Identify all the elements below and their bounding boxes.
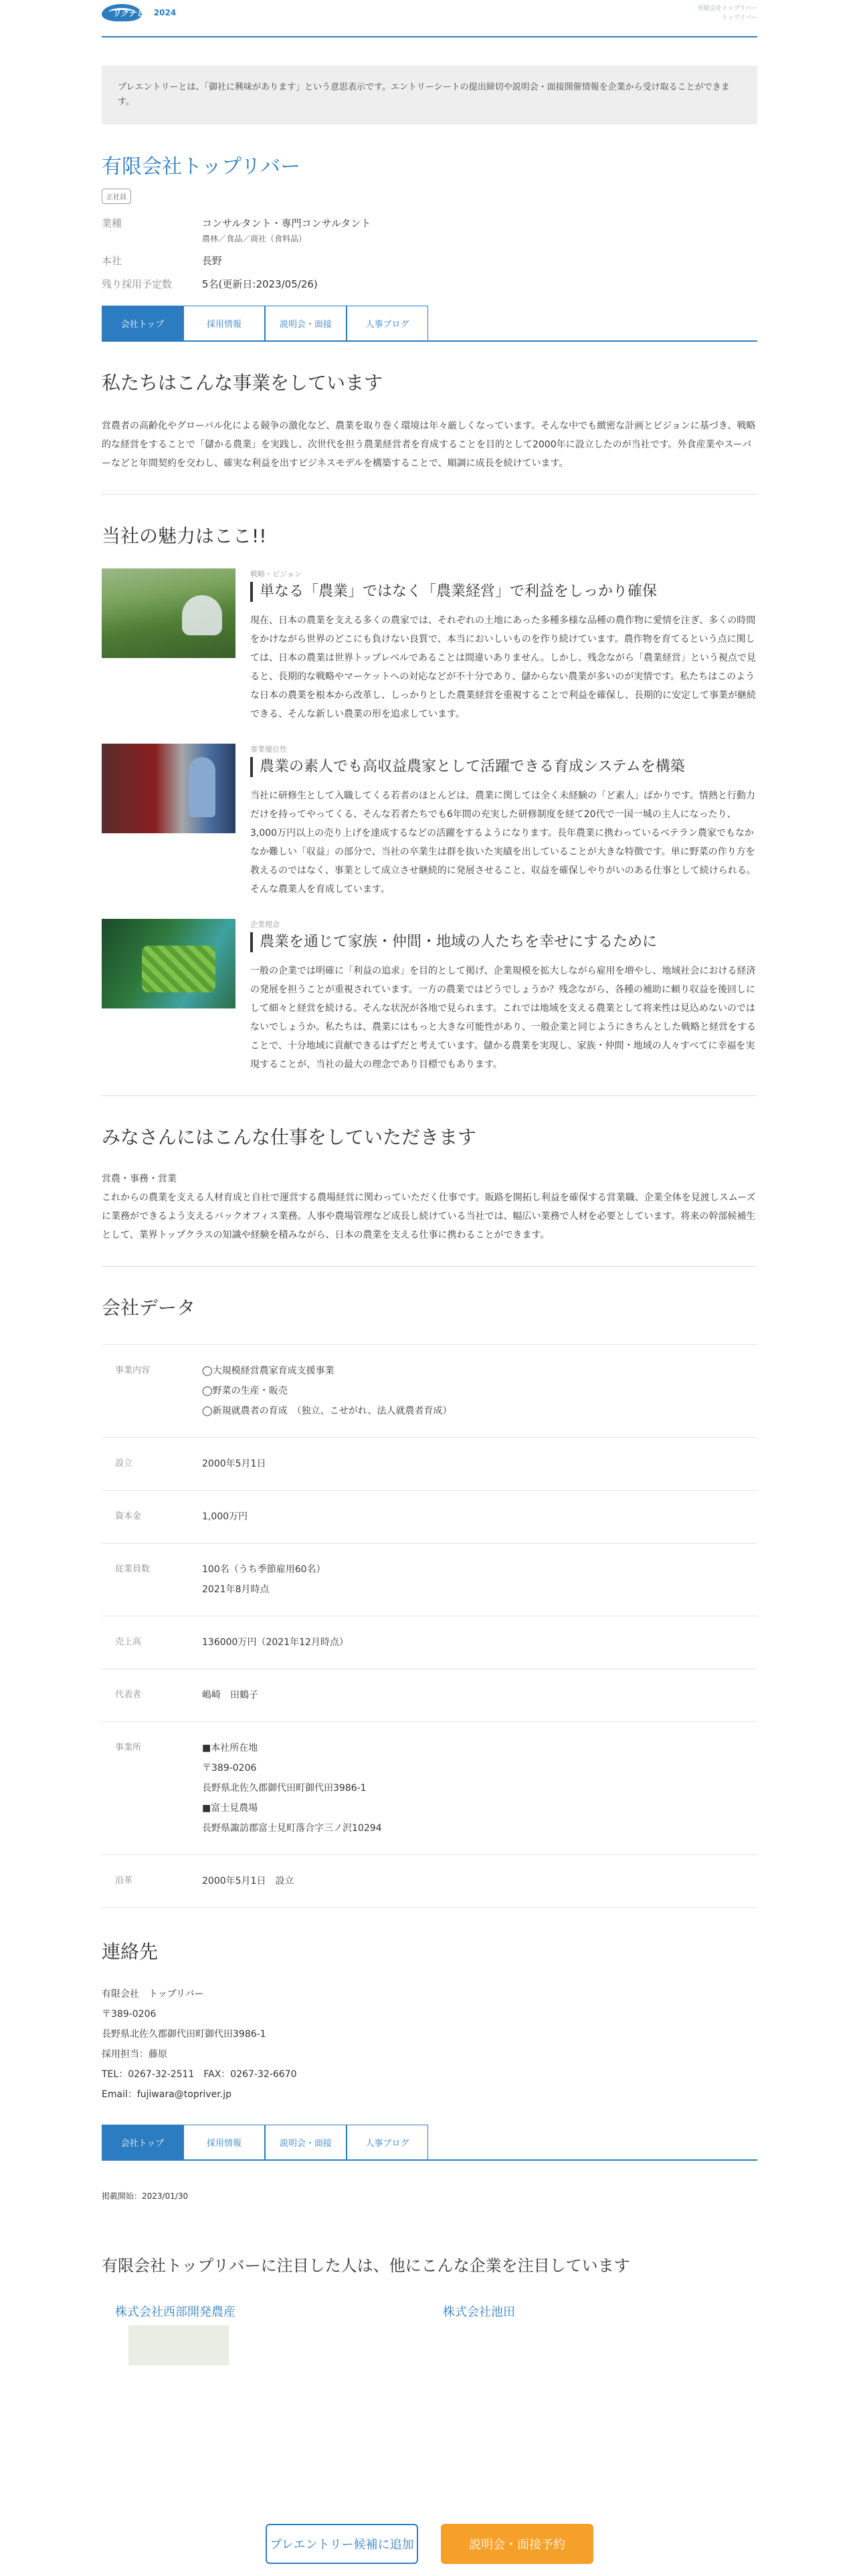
divider <box>102 1266 757 1267</box>
logo-year: 2024 <box>153 8 177 17</box>
divider <box>102 494 757 495</box>
data-label: 事業所 <box>115 1743 142 1753</box>
data-value <box>202 1560 757 1600</box>
data-line: ◯大規模経営農家育成支援事業 <box>202 1366 335 1376</box>
charm-body <box>250 568 757 724</box>
publish-date: 掲載開始：2023/01/30 <box>102 2191 189 2201</box>
data-line: ■富士見農場 <box>202 1803 258 1814</box>
data-value <box>202 1685 757 1705</box>
charm-title: 農業を通じて家族・仲間・地域の人たちを幸せにするために <box>250 932 757 952</box>
industry-value-group <box>202 216 371 244</box>
data-line: 長野県北佐久郡御代田町御代田3986-1 <box>202 1783 367 1794</box>
site-logo[interactable] <box>102 3 176 23</box>
header-link[interactable]: トップリバー <box>721 15 757 21</box>
data-line: 136000万円（2021年12月時点） <box>202 1637 349 1648</box>
contact-line: 長野県北佐久郡御代田町御代田3986-1 <box>102 2029 266 2040</box>
related-heading: 有限会社トップリバーに注目した人は、他にこんな企業を注目しています <box>102 2256 630 2275</box>
data-value <box>202 1871 757 1891</box>
data-line: 1,000万円 <box>202 1511 248 1522</box>
data-label: 代表者 <box>115 1690 142 1700</box>
seminar-reserve-button[interactable]: 説明会・面接予約 <box>441 2524 593 2564</box>
business-heading: 私たちはこんな事業をしています <box>102 372 383 394</box>
site-header <box>102 0 757 37</box>
data-row <box>102 1669 757 1722</box>
data-value <box>202 1507 757 1527</box>
charm-category: 戦略・ビジョン <box>250 570 302 578</box>
tab-seminar[interactable]: 説明会・面接 <box>265 306 347 340</box>
contact-line: 有限会社 トップリバー <box>102 1989 204 2000</box>
data-row <box>102 1438 757 1491</box>
work-text: これからの農業を支える人材育成と自社で運営する農場経営に関わっていただく仕事です。販路を開拓し利益を確保する営業職、企業全体を見渡しスムーズに業務ができるよう支えるバックオフィス業務。人事や農場管理など成長し続けている当社では、幅広い業務で人材を必要としています。将来の幹部候補生として、業界トップクラスの知識や経験を積みながら、日本の農業を支える仕事に携わることができます。 <box>102 1192 756 1241</box>
data-row <box>102 1855 757 1908</box>
charm-text: 当社に研修生として入職してくる若者のほとんどは、農業に関しては全く未経験の「ど素人」ばかりです。情熱と行動力だけを持ってやってくる、そんな若者たちでも6年間の充実した研修制度を経て20代で一国一城の主人になったり、3,000万円以上の売り上げを達成するなどの活躍をするようになります。長年農業に携わっているベテラン農家でもなかなか難しい「収益」の部分で、当社の卒業生は群を抜いた実績を出していることが大きな特徴です。単に野菜の作り方を教えるのではなく、事業として成立させ継続的に発展させること、収益を確保しやりがいのある仕事として続けられる。そんな農業人を育成しています。 <box>250 790 756 895</box>
vegetable-crate-photo <box>102 919 235 1008</box>
tab-hr-blog[interactable]: 人事ブログ <box>347 306 428 340</box>
data-label: 沿革 <box>115 1876 133 1886</box>
pre-entry-notice: プレエントリーとは、「御社に興味があります」という意思表示です。エントリーシートの提出締切や説明会・面接開催情報を企業から受け取ることができます。 <box>102 66 757 124</box>
company-data-heading: 会社データ <box>102 1297 196 1319</box>
company-data-table <box>102 1344 757 1908</box>
data-line: 100名（うち季節雇用60名） <box>202 1564 326 1575</box>
data-line: 嶋崎 田鶴子 <box>202 1690 258 1701</box>
charm-item <box>102 744 757 899</box>
industry-label: 業種 <box>102 217 122 229</box>
data-value <box>202 1738 757 1838</box>
charm-title: 単なる「農業」ではなく「農業経営」で利益をしっかり確保 <box>250 582 757 602</box>
charm-title: 農業の素人でも高収益農家として活躍できる育成システムを構築 <box>250 757 757 777</box>
contact-email[interactable]: Email：fujiwara@topriver.jp <box>102 2089 231 2100</box>
hq-value: 長野 <box>202 255 223 267</box>
tractor-photo <box>102 744 235 833</box>
company-summary <box>102 216 757 291</box>
data-row <box>102 1345 757 1438</box>
data-value <box>202 1632 757 1652</box>
contact-block <box>102 1984 757 2105</box>
remaining-row <box>102 277 757 291</box>
data-label: 従業員数 <box>115 1564 151 1574</box>
remaining-value: 5名(更新日:2023/05/26) <box>202 278 318 290</box>
related-company-link[interactable] <box>102 2302 430 2365</box>
logo-text: リクナビ <box>112 8 145 18</box>
employment-badge: 正社員 <box>102 189 131 204</box>
tab-company-top[interactable]: 会社トップ <box>102 306 183 340</box>
data-row <box>102 1616 757 1669</box>
tab-hr-blog[interactable]: 人事ブログ <box>347 2125 428 2159</box>
data-value <box>202 1361 757 1421</box>
related-companies <box>102 2302 757 2365</box>
work-section <box>102 1170 757 1245</box>
tab-company-top[interactable]: 会社トップ <box>102 2125 183 2159</box>
business-text: 営農者の高齢化やグローバル化による競争の激化など、農業を取り巻く環境は年々厳しくなっています。そんな中でも緻密な計画とビジョンに基づき、戦略的な経営をすることで「儲かる農業」を実践し、次世代を担う農業経営者を育成することを目的として2000年に設立したのが当社です。外食産業やスーパーなどと年間契約を交わし、確実な利益を出すビジネスモデルを構築することで、順調に成長を続けています。 <box>102 421 756 469</box>
work-subtitle: 営農・事務・営業 <box>102 1174 177 1184</box>
data-line: 〒389-0206 <box>202 1763 257 1774</box>
data-line: 2021年8月時点 <box>202 1584 270 1595</box>
sticky-action-bar <box>0 2512 859 2576</box>
contact-line: TEL：0267-32-2511 FAX：0267-32-6670 <box>102 2069 297 2080</box>
company-tabs-bottom <box>102 2125 757 2161</box>
data-line: 2000年5月1日 設立 <box>202 1876 294 1887</box>
work-heading: みなさんにはこんな仕事をしていただきます <box>102 1126 477 1148</box>
charm-text: 現在、日本の農業を支える多くの農家では、それぞれの土地にあった多種多様な品種の農作物に愛情を注ぎ、多くの時間をかけながら世界のどこにも負けない良質で、本当においしいものを作り続けています。農作物を育てるという点に関しては、日本の農業は世界トップレベルであることは間違いありません。しかし、残念ながら「農業経営」という視点で見ると、長期的な戦略やマーケットへの対応などが不十分であり、儲からない農業が多いのが実情です。私たちはこのような日本の農業を根本から改革し、しっかりとした農業経営を重視することで利益を確保し、長期的に安定して事業が継続できる、そんな新しい農業の形を追求しています。 <box>250 615 756 720</box>
header-links <box>698 4 757 23</box>
data-value <box>202 1454 757 1474</box>
related-company-link[interactable] <box>430 2302 757 2365</box>
industry-sub: 農林／食品／商社（食料品） <box>202 234 307 243</box>
data-line: 長野県諏訪郡富士見町落合字三ノ沢10294 <box>202 1823 382 1834</box>
related-company-thumb <box>128 2325 229 2365</box>
pre-entry-button[interactable]: プレエントリー候補に追加 <box>266 2524 418 2564</box>
farm-field-photo <box>102 568 235 658</box>
data-row <box>102 1543 757 1616</box>
divider <box>102 1095 757 1096</box>
charm-category: 事業優位性 <box>250 745 287 754</box>
related-company-name[interactable]: 株式会社池田 <box>443 2305 515 2319</box>
tab-recruit-info[interactable]: 採用情報 <box>183 306 265 340</box>
hq-row <box>102 253 757 267</box>
company-name: 有限会社トップリバー <box>102 155 300 179</box>
tab-seminar[interactable]: 説明会・面接 <box>265 2125 347 2159</box>
hq-label: 本社 <box>102 255 122 267</box>
data-line: ◯新規就農者の育成 （独立、こせがれ、法人就農者育成） <box>202 1406 452 1416</box>
data-label: 売上高 <box>115 1637 142 1647</box>
charm-body <box>250 919 757 1074</box>
industry-value: コンサルタント・専門コンサルタント <box>202 217 371 229</box>
charm-heading: 当社の魅力はここ!! <box>102 525 267 547</box>
data-row <box>102 1722 757 1855</box>
related-company-name[interactable]: 株式会社西部開発農産 <box>115 2305 235 2319</box>
data-label: 事業内容 <box>115 1366 151 1376</box>
data-line: ◯野菜の生産・販売 <box>202 1386 288 1396</box>
data-label: 設立 <box>115 1459 133 1469</box>
charm-item <box>102 568 757 724</box>
tab-recruit-info[interactable]: 採用情報 <box>183 2125 265 2159</box>
charm-text: 一般の企業では明確に「利益の追求」を目的として掲げ、企業規模を拡大しながら雇用を増やし、地域社会における経済の発展を担うことが重視されています。一方の農業ではどうでしょうか？残念ながら、各種の補助に頼り収益を後回しにして細々と経営を続ける。そんな状況が各地で見られます。これでは地域を支える農業として将来性は見込めないのではないでしょうか。私たちは、農業にはもっと大きな可能性があり、一般企業と同じようにきちんとした戦略と経営をすることで、十分地域に貢献できるはずだと考えています。儲かる農業を実現し、家族・仲間・地域の人々すべてに幸福を実現することが、当社の最大の理念であり目標でもあります。 <box>250 966 756 1070</box>
contact-line: 〒389-0206 <box>102 2009 157 2020</box>
company-tabs <box>102 306 757 342</box>
data-row <box>102 1491 757 1543</box>
data-label: 資本金 <box>115 1511 142 1521</box>
contact-heading: 連絡先 <box>102 1941 159 1963</box>
data-line: 2000年5月1日 <box>202 1459 266 1469</box>
charm-item <box>102 919 757 1074</box>
page <box>102 0 757 2365</box>
header-link[interactable]: 有限会社トップリバー <box>697 5 757 12</box>
industry-row <box>102 216 757 244</box>
charm-body <box>250 744 757 899</box>
data-line: ■本社所在地 <box>202 1743 258 1753</box>
contact-line: 採用担当：藤原 <box>102 2049 167 2060</box>
charm-category: 企業理念 <box>250 920 280 929</box>
remaining-label: 残り採用予定数 <box>102 278 173 290</box>
